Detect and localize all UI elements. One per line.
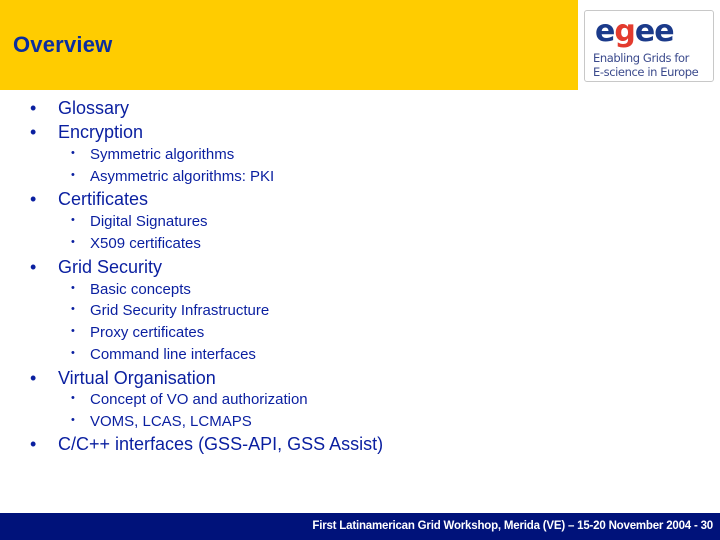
sub-bullet-label: Basic concepts [90, 281, 191, 298]
logo-tagline-line2: E-science in Europe [593, 65, 699, 79]
bullet-item [30, 189, 149, 210]
sub-bullet-icon: • [71, 236, 75, 248]
bullet-item [30, 368, 216, 389]
bullet-item [30, 257, 163, 278]
sub-bullet-item [71, 213, 208, 230]
sub-bullet-icon: • [71, 347, 75, 359]
sub-bullet-item [71, 146, 235, 163]
sub-bullet-icon: • [71, 147, 75, 159]
bullet-icon: • [30, 257, 37, 277]
sub-bullet-item [71, 168, 275, 185]
sub-bullet-icon: • [71, 414, 75, 426]
bullet-item [30, 434, 384, 455]
sub-bullet-item [71, 391, 308, 408]
logo-letter-g: g [614, 14, 635, 49]
sub-bullet-label: Proxy certificates [90, 324, 205, 341]
sub-bullet-icon: • [71, 325, 75, 337]
sub-bullet-label: Asymmetric algorithms: PKI [90, 168, 275, 185]
bullet-icon: • [30, 189, 37, 209]
sub-bullet-label: Concept of VO and authorization [90, 391, 308, 408]
sub-bullet-label: VOMS, LCAS, LCMAPS [90, 413, 252, 430]
logo-letter-e1: e [595, 14, 615, 49]
sub-bullet-label: X509 certificates [90, 235, 201, 252]
bullet-label: Certificates [58, 189, 149, 209]
bullet-item [30, 98, 130, 119]
slide-title: Overview [13, 32, 113, 57]
sub-bullet-item [71, 281, 191, 298]
bullet-icon: • [30, 434, 37, 454]
bullet-label: Glossary [58, 98, 130, 118]
bullet-label: Encryption [58, 122, 144, 142]
sub-bullet-item [71, 413, 252, 430]
bullet-item [30, 122, 144, 143]
sub-bullet-icon: • [71, 169, 75, 181]
logo-letter-e2: e [634, 14, 655, 49]
sub-bullet-label: Grid Security Infrastructure [90, 302, 270, 319]
sub-bullet-item [71, 235, 201, 252]
sub-bullet-item [71, 324, 205, 341]
sub-bullet-label: Symmetric algorithms [90, 146, 235, 163]
bullet-label: Grid Security [58, 257, 163, 277]
sub-bullet-label: Command line interfaces [90, 346, 256, 363]
logo-letter-e3: e [654, 14, 674, 49]
logo-tagline-line1: Enabling Grids for [593, 51, 689, 65]
sub-bullet-item [71, 302, 270, 319]
bullet-icon: • [30, 122, 37, 142]
bullet-label: Virtual Organisation [58, 368, 216, 388]
sub-bullet-icon: • [71, 282, 75, 294]
sub-bullet-icon: • [71, 214, 75, 226]
bullet-label: C/C++ interfaces (GSS-API, GSS Assist) [58, 434, 384, 454]
sub-bullet-icon: • [71, 392, 75, 404]
bullet-icon: • [30, 368, 37, 388]
sub-bullet-item [71, 346, 256, 363]
sub-bullet-label: Digital Signatures [90, 213, 208, 230]
footer-text: First Latinamerican Grid Workshop, Merida (VE) – 15-20 November 2004 - 30 [312, 520, 713, 532]
sub-bullet-icon: • [71, 303, 75, 315]
footer-bar [0, 513, 720, 540]
bullet-icon: • [30, 98, 37, 118]
